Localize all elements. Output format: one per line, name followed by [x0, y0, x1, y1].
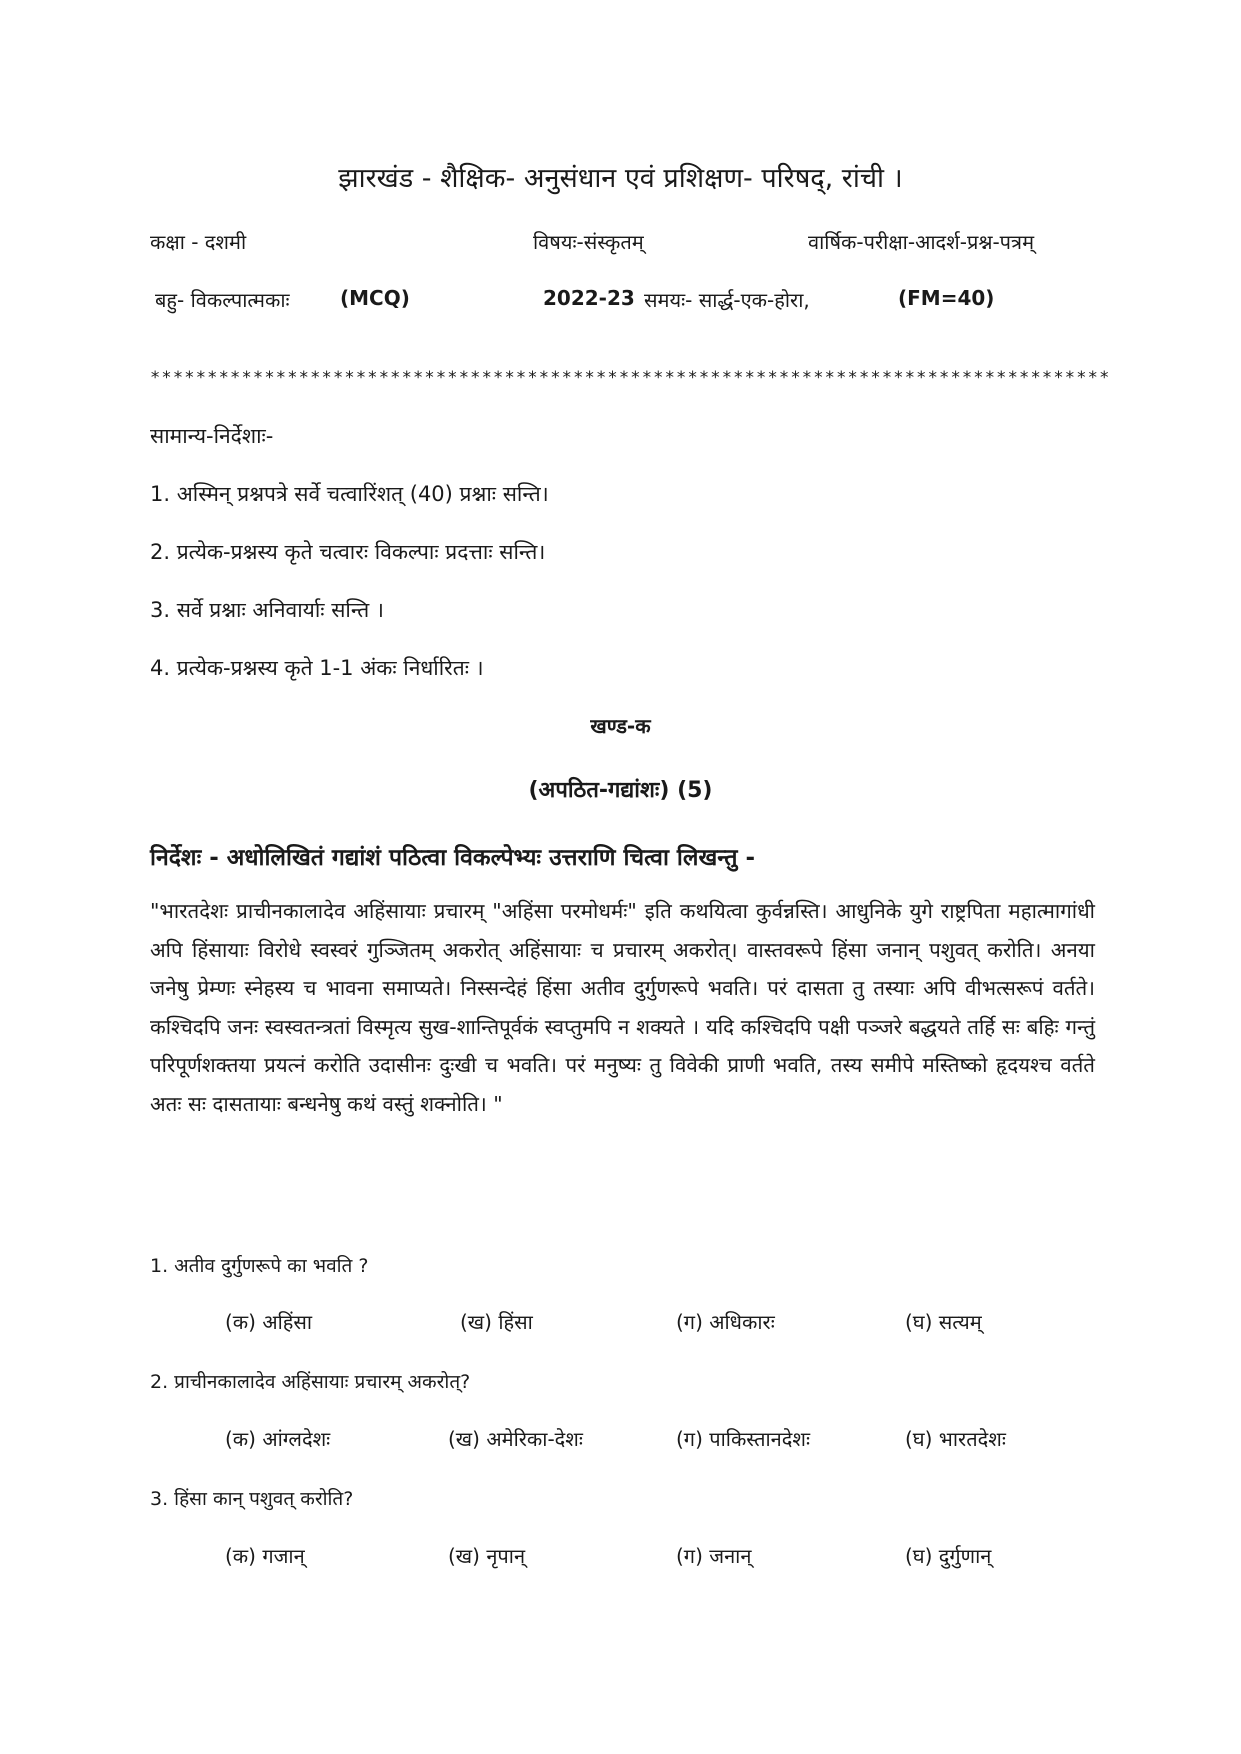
instruction-item-1: 1. अस्मिन् प्रश्नपत्रे सर्वे चत्वारिंशत् (40) प्रश्नाः सन्ति।: [150, 482, 549, 506]
subject-label: विषयः-संस्कृतम्: [533, 230, 644, 254]
page-title: झारखंड - शैक्षिक- अनुसंधान एवं प्रशिक्षण- परिषद्, रांची ।: [338, 163, 903, 194]
question-1-option-d: (घ) सत्यम्: [905, 1310, 982, 1334]
time-label: समयः- सार्द्ध-एक-होरा,: [644, 288, 810, 312]
question-1-text: 1. अतीव दुर्गुणरूपे का भवति ?: [150, 1255, 369, 1277]
question-3-text: 3. हिंसा कान् पशुवत् करोति?: [150, 1488, 354, 1510]
question-1-option-c: (ग) अधिकारः: [676, 1310, 775, 1334]
question-2-option-d: (घ) भारतदेशः: [905, 1427, 1006, 1451]
format-code: (MCQ): [340, 286, 410, 310]
star-separator: ************************************************************************************: [150, 368, 1111, 388]
question-3-option-d: (घ) दुर्गुणान्: [905, 1544, 992, 1568]
section-name: खण्ड-क: [590, 714, 651, 738]
format-label: बहु- विकल्पात्मकाः: [155, 288, 290, 312]
question-3-option-a: (क) गजान्: [225, 1544, 305, 1568]
question-2-option-b: (ख) अमेरिका-देशः: [448, 1427, 583, 1451]
instruction-item-2: 2. प्रत्येक-प्रश्नस्य कृते चत्वारः विकल्पाः प्रदत्ताः सन्ति।: [150, 540, 546, 564]
question-1-option-b: (ख) हिंसा: [460, 1310, 533, 1334]
year-label: 2022-23: [543, 286, 635, 310]
exam-type-label: वार्षिक-परीक्षा-आदर्श-प्रश्न-पत्रम्: [808, 230, 1035, 254]
instruction-item-4: 4. प्रत्येक-प्रश्नस्य कृते 1-1 अंकः निर्धारितः ।: [150, 656, 484, 680]
question-3-option-c: (ग) जनान्: [676, 1544, 752, 1568]
class-label: कक्षा - दशमी: [150, 230, 247, 254]
full-marks-label: (FM=40): [898, 286, 995, 310]
unseen-passage: "भारतदेशः प्राचीनकालादेव अहिंसायाः प्रचारम् "अहिंसा परमोधर्मः" इति कथयित्वा कुर्वन्नस्ति। आधुनिके युगे राष्ट्रपिता महात्मागांधी अपि हिंसायाः विरोधे स्वस्वरं गुञ्जितम् अकरोत् अहिंसायाः च प्रचारम् अकरोत्। वास्तवरूपे हिंसा जनान् पशुवत् करोति। अनया जनेषु प्रेम्णः स्नेहस्य च भावना समाप्यते। निस्सन्देहं हिंसा अतीव दुर्गुणरूपे भवति। परं दासता तु तस्याः अपि वीभत्सरूपं वर्तते। कश्चिदपि जनः स्वस्वतन्त्रतां विस्मृत्य सुख-शान्तिपूर्वकं स्वप्तुमपि न शक्यते । यदि कश्चिदपि पक्षी पञ्जरे बद्धयते तर्हि सः बहिः गन्तुं परिपूर्णशक्तया प्रयत्नं करोति उदासीनः दुःखी च भवति। परं मनुष्यः तु विवेकी प्राणी भवति, तस्य समीपे मस्तिष्को हृदयश्च वर्तते अतः सः दासतायाः बन्धनेषु कथं वस्तुं शक्नोति। ": [150, 899, 1095, 1116]
question-3-option-b: (ख) नृपान्: [448, 1544, 526, 1568]
question-1-option-a: (क) अहिंसा: [225, 1310, 313, 1334]
question-2-text: 2. प्राचीनकालादेव अहिंसायाः प्रचारम् अकरोत्?: [150, 1371, 471, 1393]
section-instruction: निर्देशः - अधोलिखितं गद्यांशं पठित्वा विकल्पेभ्यः उत्तराणि चित्वा लिखन्तु -: [150, 845, 756, 871]
question-2-option-c: (ग) पाकिस्तानदेशः: [676, 1427, 811, 1451]
instructions-heading: सामान्य-निर्देशाः-: [150, 424, 274, 448]
instruction-item-3: 3. सर्वे प्रश्नाः अनिवार्याः सन्ति ।: [150, 598, 384, 622]
section-subtitle: (अपठित-गद्यांशः) (5): [528, 778, 713, 803]
question-2-option-a: (क) आंग्लदेशः: [225, 1427, 331, 1451]
